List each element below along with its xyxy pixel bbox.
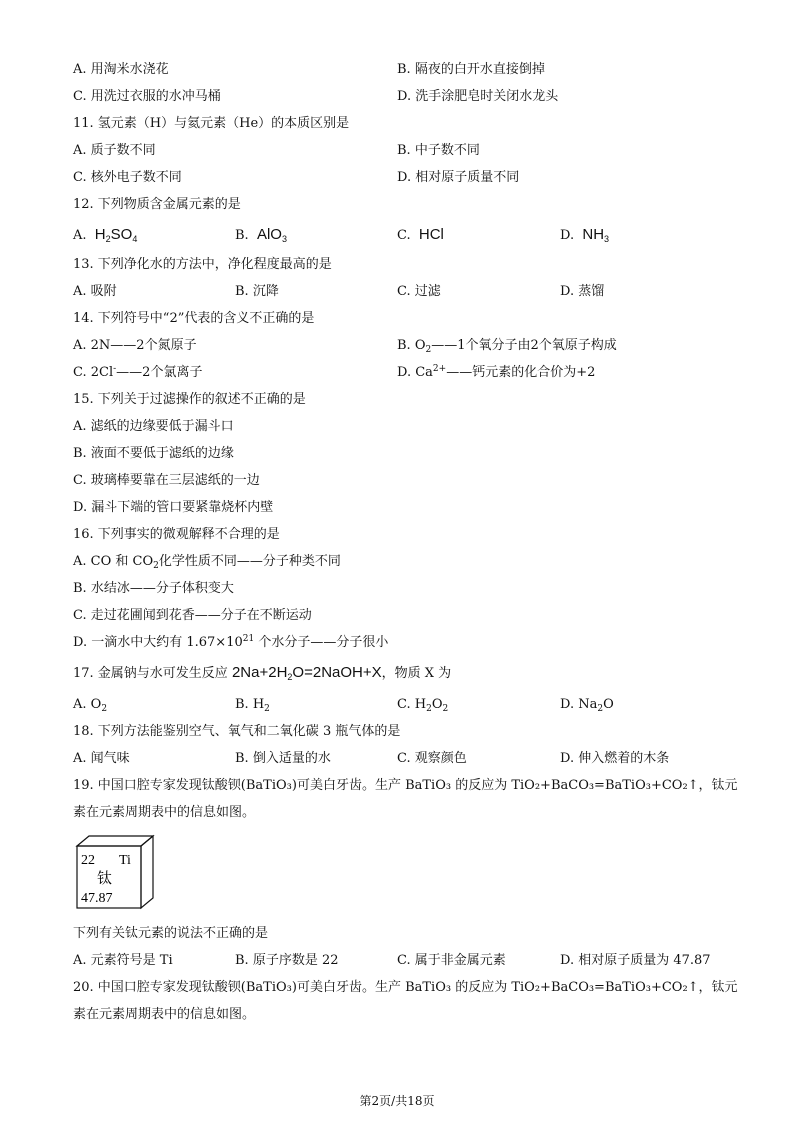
q15-option-a: A. 滤纸的边缘要低于漏斗口 (73, 419, 234, 434)
q19-option-b: B. 原子序数是 22 (235, 953, 339, 968)
q17-option-b: B. $H_2$ (235, 697, 270, 714)
question-17-stem: 17. 金属钠与水可发生反应 $2Na+2H_2O=2NaOH+X$，物质 X 为 (73, 664, 452, 682)
q12-formula-d: $NH_3$ (582, 226, 610, 244)
q16-option-b: B. 水结冰——分子体积变大 (73, 581, 234, 596)
question-12-options (73, 226, 753, 244)
question-14-options-row-1 (73, 337, 753, 355)
element-atomic-number: 22 (81, 853, 95, 868)
q17-equation: $2Na+2H_2O=2NaOH+X$ (231, 664, 382, 682)
question-18-options (73, 750, 753, 768)
question-10-options-row-1 (73, 61, 753, 79)
q15-option-b: B. 液面不要低于滤纸的边缘 (73, 446, 234, 461)
question-11-stem: 11. 氢元素（H）与氦元素（He）的本质区别是 (73, 116, 350, 131)
q15-option-c: C. 玻璃棒要靠在三层滤纸的一边 (73, 473, 260, 488)
q12-formula-b: AlO$_3$ (256, 226, 287, 244)
q11-option-d: D. 相对原子质量不同 (397, 170, 520, 185)
question-13-stem: 13. 下列净化水的方法中，净化程度最高的是 (73, 257, 332, 272)
q12-option-a: A. $H_2SO_4$ (73, 226, 138, 244)
q18-option-a: A. 闻气味 (73, 751, 130, 766)
q11-option-b: B. 中子数不同 (397, 143, 480, 158)
q12-option-d: D. $NH_3$ (560, 226, 610, 244)
q17-option-d: D. $Na_2O$ (560, 697, 614, 714)
q16-option-a: A. CO 和 $CO_2$化学性质不同——分子种类不同 (73, 554, 341, 571)
q10-option-d: D. 洗手涂肥皂时关闭水龙头 (397, 89, 559, 104)
q10-option-c: C. 用洗过衣服的水冲马桶 (73, 89, 221, 104)
q14-option-c: C. 2Cl-——2个氯离子 (73, 364, 203, 380)
question-19-stem-line-1: 19. 中国口腔专家发现钛酸钡(BaTiO₃)可美白牙齿。生产 BaTiO₃ 的反应为 TiO₂+BaCO₃=BaTiO₃+CO₂↑，钛元 (73, 778, 738, 793)
q13-option-a: A. 吸附 (73, 284, 117, 299)
q14-option-a: A. 2N——2个氮原子 (73, 338, 197, 353)
q15-option-d: D. 漏斗下端的管口要紧靠烧杯内壁 (73, 500, 274, 515)
q10-option-a: A. 用淘米水浇花 (73, 62, 169, 77)
q11-option-c: C. 核外电子数不同 (73, 170, 182, 185)
q12-formula-a: $H_2SO_4$ (94, 226, 138, 244)
element-name: 钛 (97, 871, 113, 887)
question-19-options (73, 952, 753, 970)
q12-option-c: C. HCl (397, 226, 444, 243)
q16-option-d: D. 一滴水中大约有 $1.67\times 10^{21}$ 个水分子——分子很小 (73, 634, 389, 650)
q18-option-d: D. 伸入燃着的木条 (560, 751, 670, 766)
question-17-options (73, 696, 753, 714)
q14-option-b: B. $O_2——1$个氧分子由2个氧原子构成 (397, 338, 617, 355)
q10-option-b: B. 隔夜的白开水直接倒掉 (397, 62, 545, 77)
q13-option-c: C. 过滤 (397, 284, 441, 299)
q18-option-c: C. 观察颜色 (397, 751, 467, 766)
element-atomic-mass: 47.87 (81, 891, 113, 906)
q16-option-c: C. 走过花圃闻到花香——分子在不断运动 (73, 608, 312, 623)
q19-option-c: C. 属于非金属元素 (397, 953, 506, 968)
question-10-options-row-2 (73, 88, 753, 106)
question-20-stem-line-2: 素在元素周期表中的信息如图。 (73, 1007, 256, 1022)
q13-option-b: B. 沉降 (235, 284, 279, 299)
page-footer: 第2页/共18页 (359, 1094, 435, 1108)
q19-option-d: D. 相对原子质量为 47.87 (560, 953, 711, 968)
q14-option-d: D. $Ca^{2+}——$钙元素的化合价为+2 (397, 364, 596, 380)
element-symbol: Ti (119, 853, 131, 868)
q19-option-a: A. 元素符号是 Ti (73, 953, 173, 968)
question-11-options-row-2 (73, 169, 753, 187)
question-11-options-row-1 (73, 142, 753, 160)
q13-option-d: D. 蒸馏 (560, 284, 605, 299)
question-14-options-row-2 (73, 364, 753, 382)
question-19-stem-line-2: 素在元素周期表中的信息如图。 (73, 805, 256, 820)
q12-option-b: B. AlO$_3$ (235, 226, 287, 244)
q17-option-a: A. $O_2$ (73, 697, 108, 714)
question-19-followup: 下列有关钛元素的说法不正确的是 (73, 926, 269, 941)
question-13-options (73, 283, 753, 301)
q17-option-c: C. $H_2O_2$ (397, 697, 449, 714)
question-12-stem: 12. 下列物质含金属元素的是 (73, 197, 241, 212)
question-14-stem: 14. 下列符号中“2”代表的含义不正确的是 (73, 311, 315, 326)
question-16-stem: 16. 下列事实的微观解释不合理的是 (73, 527, 280, 542)
question-18-stem: 18. 下列方法能鉴别空气、氧气和二氧化碳 3 瓶气体的是 (73, 724, 401, 739)
q11-option-a: A. 质子数不同 (73, 143, 156, 158)
titanium-element-card (75, 834, 155, 910)
q12-formula-c: HCl (418, 226, 444, 243)
question-20-stem-line-1: 20. 中国口腔专家发现钛酸钡(BaTiO₃)可美白牙齿。生产 BaTiO₃ 的反应为 TiO₂+BaCO₃=BaTiO₃+CO₂↑，钛元 (73, 980, 738, 995)
question-15-stem: 15. 下列关于过滤操作的叙述不正确的是 (73, 392, 306, 407)
q18-option-b: B. 倒入适量的水 (235, 751, 331, 766)
